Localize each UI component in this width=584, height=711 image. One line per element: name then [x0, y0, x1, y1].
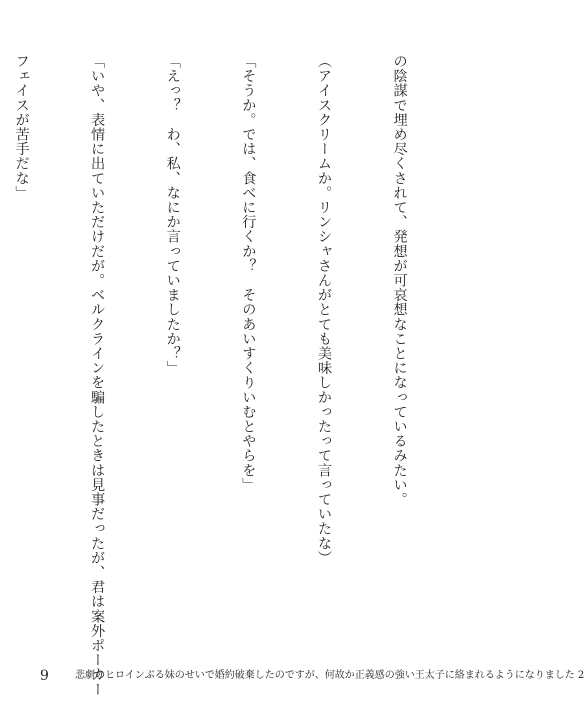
text-line: の陰謀で埋め尽くされて、発想が可哀想なことになっているみたい。: [391, 54, 408, 507]
text-line: フェイスが苦手だな」: [13, 54, 30, 200]
page-number: 9: [40, 668, 49, 684]
text-line: 「そうか。では、食べに行くか？ そのあいすくりいむとやらを」: [240, 54, 257, 492]
text-line: （アイスクリームか。リンシャさんがとても美味しかったって言っていたな）: [315, 54, 332, 565]
page-footer: [0, 666, 584, 690]
text-line: 「えっ？ わ、私、なにか言っていましたか？」: [164, 54, 181, 376]
running-title: 悲劇のヒロインぶる妹のせいで婚約破棄したのですが、何故か正義感の強い王太子に絡まれるようになりました 2: [75, 670, 584, 681]
text-line: 「いや、表情に出ていただけだが。ベルクラインを騙したときは見事だったが、君は案外ポーカー: [89, 54, 106, 697]
